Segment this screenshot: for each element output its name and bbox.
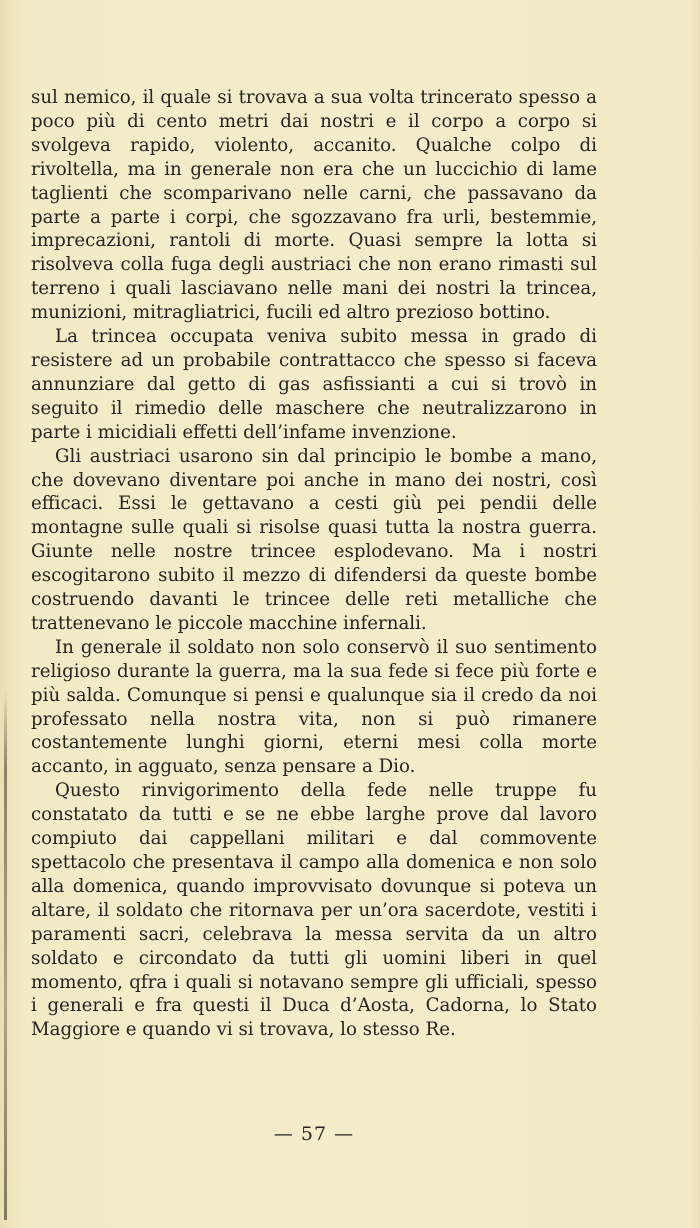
paragraph-trincea: La trincea occupata veniva subito messa in grado di resistere ad un probabile contrattacco che spesso si faceva annunziare dal getto di gas asfissianti a cui si trovò in seguito il rimedio delle maschere che neutralizzarono in parte i micidiali effetti dell’infame invenzione. [31, 326, 597, 443]
paragraph-continuation: sul nemico, il quale si trovava a sua volta trincerato spesso a poco più di cento metri dai nostri e il corpo a corpo si svolgeva rapido, violento, accanito. Qualche colpo di rivoltella, ma in generale non era che un luccichio di lame taglienti che scomparivano nelle carni, che passavano da parte a parte i corpi, che sgozzavano fra urli, bestemmie, imprecazioni, rantoli di morte. Quasi sempre la lotta si risolveva colla fuga degli austriaci che non erano rimasti sul terreno i quali lasciavano nelle mani dei nostri la trincea, munizioni, mitragliatrici, fucili ed altro prezioso bottino. [31, 87, 597, 324]
page-number: — 57 — [273, 1123, 355, 1145]
paragraph-bombe: Gli austriaci usarono sin dal principio le bombe a mano, che dovevano diventare poi anche in mano dei nostri, così efficaci. Essi le gettavano a cesti giù pei pendii delle montagne sulle quali si risolse quasi tutta la nostra guerra. Giunte nelle nostre trincee esplodevano. Ma i nostri escogitarono subito il mezzo di difendersi da queste bombe costruendo davanti le trincee delle reti metalliche che trattenevano le piccole macchine infernali. [31, 445, 597, 634]
paragraph-rinvigorimento: Questo rinvigorimento della fede nelle truppe fu constatato da tutti e se ne ebbe larghe prove dal lavoro compiuto dai cappellani militari e dal commovente spettacolo che presentava il campo alla domenica e non solo alla domenica, quando improvvisato dovunque si poteva un altare, il soldato che ritornava per un’ora sacerdote, vestiti i paramenti sacri, celebrava la messa servita da un altro soldato e circondato da tutti gli uomini liberi in quel momento, qfra i quali si notavano sempre gli ufficiali, spesso i generali e fra questi il Duca d’Aosta, Cadorna, lo Stato Maggiore e quando vi si trovava, lo stesso Re. [31, 780, 597, 1041]
body-text [31, 86, 597, 1042]
paragraph-fede: In generale il soldato non solo conservò il suo sentimento religioso durante la guerra, ma la sua fede si fece più forte e più salda. Comunque si pensi e qualunque sia il credo da noi professato nella nostra vita, non si può rimanere costantemente lunghi giorni, eterni mesi colla morte accanto, in agguato, senza pensare a Dio. [31, 636, 597, 778]
